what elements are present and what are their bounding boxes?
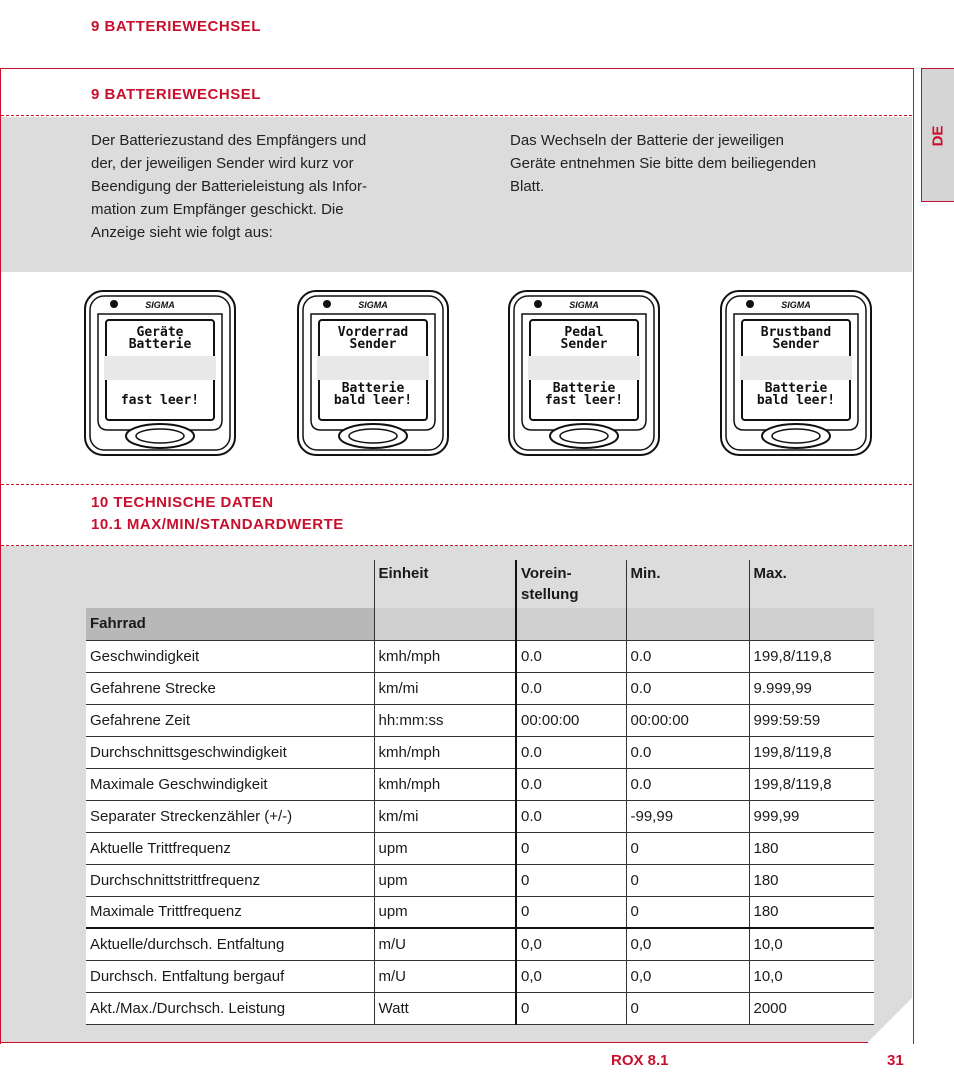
display-text: Batterie [128,337,192,352]
device-display-1 [84,290,236,456]
corner-cut [868,998,912,1042]
footer-model: ROX 8.1 [611,1052,669,1069]
table-cell: Gefahrene Strecke [86,672,374,704]
text-line: Anzeige sieht wie folgt aus: [91,224,273,241]
table-row [86,768,874,800]
table-header-cell [86,560,374,608]
dotted-divider [1,115,912,116]
table-cell: 999,99 [749,800,874,832]
device-outline [84,290,236,456]
table-cell: 0 [626,896,749,928]
table-cell: 199,8/119,8 [749,736,874,768]
table-cell: 10,0 [749,928,874,960]
table-cell: 0 [516,992,626,1024]
table-cell: m/U [374,928,516,960]
table-cell: 0.0 [626,736,749,768]
table-cell: 9.999,99 [749,672,874,704]
table-cell: 0 [516,896,626,928]
table-cell: 0.0 [516,640,626,672]
table-header-cell: Einheit [374,560,516,608]
spec-table [86,560,874,1025]
table-cell: km/mi [374,800,516,832]
table-group-row [86,608,874,640]
table-cell: 180 [749,896,874,928]
table-cell: 0 [516,832,626,864]
language-tab-label: DE [929,125,947,147]
text-line: Der Batteriezustand des Empfängers und [91,132,367,149]
display-text: Pedal [564,325,604,340]
language-tab[interactable] [921,68,954,202]
section-10-subtitle: 10.1 MAX/MIN/STANDARDWERTE [91,516,344,533]
display-text: fast leer! [544,393,624,408]
display-text: Batterie [341,381,405,396]
frame-bottom-line [0,1042,868,1043]
brand-logo: SIGMA [781,300,811,310]
brand-logo: SIGMA [145,300,175,310]
table-cell [374,608,516,640]
table-header-cell [516,560,626,608]
table-cell: 0 [516,864,626,896]
table-cell: 180 [749,864,874,896]
table-cell: kmh/mph [374,640,516,672]
group-label: Fahrrad [86,608,374,640]
table-cell: Geschwindigkeit [86,640,374,672]
display-text: Sender [772,337,820,352]
table-cell: 10,0 [749,960,874,992]
table-cell: upm [374,864,516,896]
page-number: 31 [887,1052,904,1069]
table-cell: hh:mm:ss [374,704,516,736]
display-text: Geräte [136,325,184,340]
display-text: bald leer! [756,393,836,408]
table-cell: Durchschnittstrittfrequenz [86,864,374,896]
table-row [86,672,874,704]
table-cell: -99,99 [626,800,749,832]
device-illustrations [1,272,912,482]
table-header-row [86,560,874,608]
text-line: Geräte entnehmen Sie bitte dem beiliegenden [510,155,817,172]
device-outline [720,290,872,456]
display-text: Vorderrad [337,325,409,340]
table-cell: kmh/mph [374,768,516,800]
text-line: Blatt. [510,178,545,195]
table-cell: Durchschnittsgeschwindigkeit [86,736,374,768]
table-cell: 0.0 [516,800,626,832]
table-row [86,800,874,832]
text-line: Beendigung der Batterieleistung als Infor- [91,178,368,195]
table-cell: 199,8/119,8 [749,640,874,672]
table-cell: upm [374,896,516,928]
device-display-2 [297,290,449,456]
table-cell [626,608,749,640]
display-text: Sender [560,337,608,352]
table-cell: Separater Streckenzähler (+/-) [86,800,374,832]
table-header-cell: Max. [749,560,874,608]
section-9-heading: 9 BATTERIEWECHSEL [91,86,261,103]
table-cell: Aktuelle/durchsch. Entfaltung [86,928,374,960]
table-cell: 0 [626,832,749,864]
device-display-3 [508,290,660,456]
table-cell: m/U [374,960,516,992]
header-line: Vorein- [521,565,572,582]
dotted-divider [1,484,912,485]
text-line: Das Wechseln der Batterie der jeweiligen [510,132,785,149]
table-cell: 199,8/119,8 [749,768,874,800]
section-9-left-text [91,129,431,244]
running-head: 9 BATTERIEWECHSEL [91,18,261,35]
text-line: der, der jeweiligen Sender wird kurz vor [91,155,354,172]
table-cell: Durchsch. Entfaltung bergauf [86,960,374,992]
table-header-cell: Min. [626,560,749,608]
table-cell [749,608,874,640]
table-cell: 0.0 [626,640,749,672]
brand-logo: SIGMA [358,300,388,310]
section-10-heading [91,492,344,536]
brand-logo: SIGMA [569,300,599,310]
table-cell: Gefahrene Zeit [86,704,374,736]
table-cell: 999:59:59 [749,704,874,736]
table-cell: Watt [374,992,516,1024]
section-10-title: 10 TECHNISCHE DATEN [91,494,274,511]
table-cell: upm [374,832,516,864]
table-cell: 0,0 [516,928,626,960]
table-cell: 00:00:00 [626,704,749,736]
table-row [86,832,874,864]
table-cell: 0,0 [516,960,626,992]
section-9-right-text [510,129,890,198]
table-row [86,736,874,768]
table-cell: 0 [626,992,749,1024]
display-text: bald leer! [333,393,413,408]
table-cell: 0,0 [626,928,749,960]
table-cell: kmh/mph [374,736,516,768]
table-cell: 180 [749,832,874,864]
table-cell: 00:00:00 [516,704,626,736]
display-text: Brustband [760,325,832,340]
table-cell: Maximale Trittfrequenz [86,896,374,928]
table-cell: Aktuelle Trittfrequenz [86,832,374,864]
display-text: Sender [349,337,397,352]
table-cell: Akt./Max./Durchsch. Leistung [86,992,374,1024]
table-cell: 0.0 [516,736,626,768]
table-row [86,704,874,736]
display-text: Batterie [552,381,616,396]
table-cell [516,608,626,640]
table-cell: 0.0 [626,672,749,704]
table-row [86,896,874,928]
display-text: fast leer! [120,393,200,408]
table-cell: km/mi [374,672,516,704]
table-cell: 0.0 [516,768,626,800]
device-outline [297,290,449,456]
table-cell: 0,0 [626,960,749,992]
table-row [86,992,874,1024]
table-cell: Maximale Geschwindigkeit [86,768,374,800]
device-display-4 [720,290,872,456]
table-cell: 2000 [749,992,874,1024]
table-row [86,928,874,960]
table-cell: 0.0 [626,768,749,800]
table-cell: 0.0 [516,672,626,704]
text-line: mation zum Empfänger geschickt. Die [91,201,344,218]
display-text: Batterie [764,381,828,396]
table-row [86,960,874,992]
table-row [86,640,874,672]
header-line: stellung [521,586,579,603]
table-row [86,864,874,896]
table-cell: 0 [626,864,749,896]
device-outline [508,290,660,456]
